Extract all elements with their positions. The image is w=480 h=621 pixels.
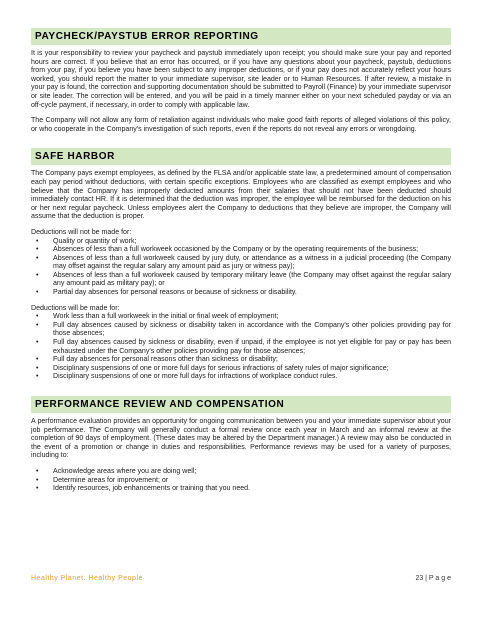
section-title: PAYCHECK/PAYSTUB ERROR REPORTING: [35, 31, 259, 42]
list-item: • Absences of less than a full workweek caused by jury duty, or attendance as a witness in a judicial proceeding (the Company may offset against the regular salary any amount paid as jury or witness pay);: [31, 255, 451, 272]
section-header-paycheck: [31, 28, 451, 45]
list-item: • Partial day absences for personal reasons or because of sickness or disability.: [31, 289, 451, 298]
page-number: 23 | P a g e: [415, 575, 451, 582]
bullet-list-purposes: [31, 468, 451, 494]
list-item: • Absences of less than a full workweek occasioned by the Company or by the operating requirements of the business;: [31, 246, 451, 255]
list-item: • Disciplinary suspensions of one or more full days for serious infractions of safety rules of major significance;: [31, 365, 451, 374]
paragraph: It is your responsibility to review your paycheck and paystub immediately upon receipt; you should make sure your pay and reported hours are correct. If you believe that an error has occurred, or if you have any questions about your paycheck, paystub, deductions from your pay, if you believe you have been subject to any improper deductions, or if your pay does not accurately reflect your hours worked, you should report the matter to your immediate supervisor, site leader or to Human Resources. If after review, a mistake in your pay is found, the correction and supporting documentation should be submitted to Payroll (Finance) by your immediate supervisor or site leader. The correction will be entered, and you will be paid in a timely manner either on your next scheduled payday or via an off-cycle payment, if necessary, in order to comply with applicable law.: [31, 50, 451, 109]
list-item: • Full day absences caused by sickness or disability, even if unpaid, if the employee is not yet eligible for pay or pay has been exhausted under the Company's other policies providing pay for those absences;: [31, 339, 451, 356]
document-page: [31, 28, 451, 501]
list-item: • Work less than a full workweek in the initial or final week of employment;: [31, 313, 451, 322]
bullet-list-made: [31, 313, 451, 382]
list-intro: Deductions will be made for:: [31, 304, 120, 312]
list-item: • Disciplinary suspensions of one or more full days for infractions of workplace conduct rules.: [31, 373, 451, 382]
list-item: • Determine areas for improvement; or: [31, 477, 451, 486]
section-title: PERFORMANCE REVIEW AND COMPENSATION: [35, 399, 285, 410]
section-header-performance: [31, 396, 451, 413]
list-item: • Quality or quantity of work;: [31, 238, 451, 247]
paragraph: A performance evaluation provides an opportunity for ongoing communication between you and your immediate supervisor about your job performance. The Company will generally conduct a formal review once each year in March and an informal review at the completion of 90 days of employment. (These dates may be altered by the Department manager.) A review may also be conducted in the event of a promotion or change in duties and responsibilities. Performance reviews may be used for a variety of purposes, including to:: [31, 418, 451, 460]
list-item: • Identify resources, job enhancements or training that you need.: [31, 485, 451, 494]
list-item: • Full day absences caused by sickness or disability taken in accordance with the Company's other policies providing pay for those absences;: [31, 322, 451, 339]
paragraph: The Company will not allow any form of retaliation against individuals who make good faith reports of alleged violations of this policy, or who cooperate in the Company's investigation of such reports, even if the reports do not reveal any errors or wrongdoing.: [31, 117, 451, 133]
list-item: • Full day absences for personal reasons other than sickness or disability;: [31, 356, 451, 365]
list-item: • Absences of less than a full workweek caused by temporary military leave (the Company may offset against the regular salary any amount paid as military pay); or: [31, 272, 451, 289]
section-title: SAFE HARBOR: [35, 151, 115, 163]
footer-slogan: Healthy Planet. Healthy People: [31, 575, 143, 582]
bullet-list-not-made: [31, 238, 451, 298]
list-item: • Acknowledge areas where you are doing well;: [31, 468, 451, 477]
paragraph: The Company pays exempt employees, as defined by the FLSA and/or applicable state law, a predetermined amount of compensation each pay period without deductions, with certain specific exceptions. Employees who are classified as exempt employees and who believe that the Company has improperly deducted amounts from their salaries that should not have been deducted should immediately contact HR. If it is determined that the deduction was improper, the employee will be reimbursed for the deduction on his or her next regular paycheck. Unless employees alert the Company to deductions that they believe are improper, the Company will assume that the deduction is proper.: [31, 170, 451, 221]
list-intro: Deductions will not be made for:: [31, 228, 132, 236]
page-footer: [31, 575, 451, 582]
section-header-safe-harbor: [31, 148, 451, 165]
